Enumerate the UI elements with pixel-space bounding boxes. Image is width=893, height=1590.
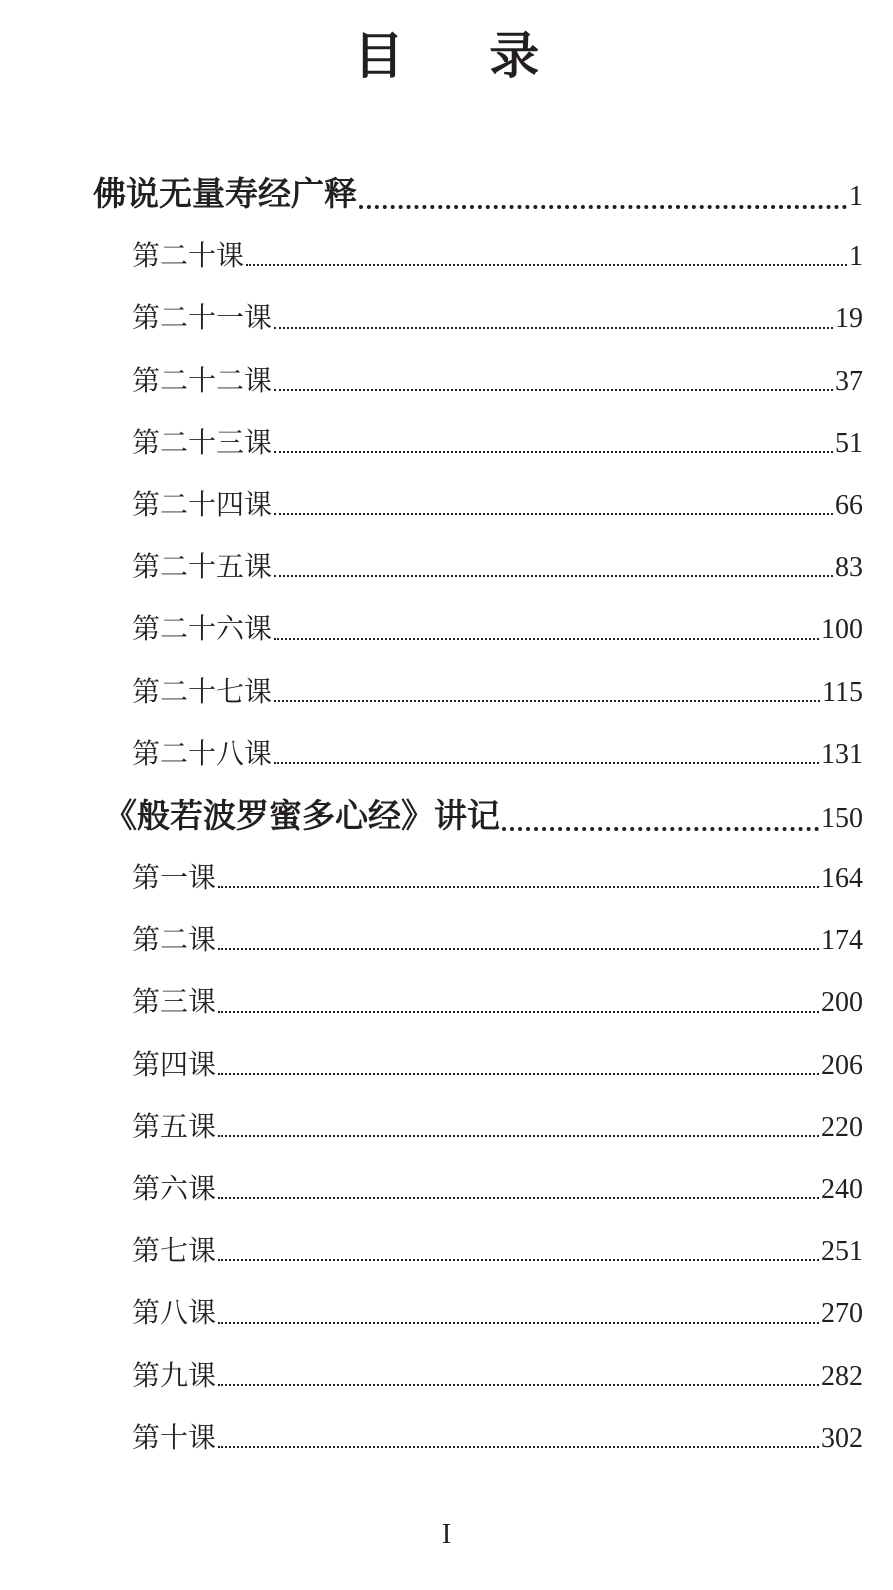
toc-page-number: 251 [821, 1236, 863, 1268]
dot-leader [218, 1345, 819, 1407]
dot-leader [274, 287, 833, 349]
dot-leader [218, 1407, 819, 1469]
toc-lesson-row[interactable] [0, 350, 893, 412]
toc-lesson-title: 第五课 [132, 1109, 217, 1143]
toc-page-number: 1 [849, 181, 863, 212]
toc-lesson-row[interactable] [0, 971, 893, 1033]
dot-leader [359, 163, 847, 225]
toc-lesson-title: 第一课 [132, 861, 217, 895]
toc-lesson-row[interactable] [0, 661, 893, 723]
toc-lesson-row[interactable] [0, 1220, 893, 1282]
toc-lesson-row[interactable] [0, 1096, 893, 1158]
toc-lesson-title: 第四课 [132, 1047, 217, 1081]
toc-page-number: 131 [821, 738, 863, 770]
dot-leader [218, 1282, 819, 1344]
toc-page-number: 200 [821, 987, 863, 1019]
toc-lesson-row[interactable] [0, 287, 893, 349]
toc-lesson-title: 第二十一课 [132, 301, 273, 335]
toc-page-number: 164 [821, 863, 863, 895]
toc-section-title: 《般若波罗蜜多心经》讲记 [104, 795, 500, 835]
toc-page-number: 83 [835, 552, 863, 584]
toc-lesson-row[interactable] [0, 598, 893, 660]
toc-lesson-title: 第二十四课 [132, 487, 273, 521]
toc-section-row[interactable] [0, 163, 893, 225]
dot-leader [274, 661, 820, 723]
toc-lesson-title: 第二十三课 [132, 425, 273, 459]
dot-leader [246, 225, 847, 287]
toc-page-number: 19 [835, 303, 863, 335]
toc-lesson-row[interactable] [0, 1407, 893, 1469]
dot-leader [502, 785, 819, 847]
toc-page-number: 240 [821, 1174, 863, 1205]
toc-lesson-title: 第二十八课 [132, 736, 273, 770]
page-title: 目 录 [353, 27, 574, 85]
toc-lesson-title: 第十课 [132, 1420, 217, 1454]
dot-leader [274, 536, 833, 598]
toc-page-number: 1 [849, 241, 863, 273]
toc-lesson-row[interactable] [0, 474, 893, 536]
toc-page-number: 270 [821, 1298, 863, 1330]
page-number: I [441, 1519, 452, 1550]
toc-lesson-title: 第六课 [132, 1172, 217, 1205]
dot-leader [274, 474, 833, 536]
toc-page-number: 206 [821, 1049, 863, 1081]
toc-lesson-title: 第二十课 [132, 239, 245, 273]
dot-leader [218, 1096, 819, 1158]
toc-lesson-row[interactable] [0, 1034, 893, 1096]
toc-lesson-title: 第三课 [132, 985, 217, 1019]
dot-leader [218, 909, 819, 971]
toc-page-number: 66 [835, 489, 863, 521]
toc-page-number: 115 [822, 676, 863, 708]
dot-leader [218, 1034, 819, 1096]
toc-page-number: 37 [835, 365, 863, 397]
toc-page-number: 150 [821, 802, 863, 834]
toc-lesson-title: 第七课 [132, 1234, 217, 1268]
toc-page-number: 174 [821, 925, 863, 957]
toc-page-number: 100 [821, 614, 863, 646]
toc-lesson-title: 第九课 [132, 1358, 217, 1392]
toc-lesson-title: 第二十二课 [132, 363, 273, 397]
toc-page-number: 282 [821, 1360, 863, 1392]
table-of-contents [0, 163, 893, 1469]
dot-leader [218, 971, 819, 1033]
toc-page-number: 220 [821, 1111, 863, 1143]
toc-lesson-row[interactable] [0, 847, 893, 909]
toc-lesson-title: 第二十五课 [132, 550, 273, 584]
toc-lesson-row[interactable] [0, 1158, 893, 1220]
toc-lesson-title: 第八课 [132, 1296, 217, 1330]
dot-leader [274, 598, 819, 660]
toc-page-number: 302 [821, 1422, 863, 1454]
toc-lesson-row[interactable] [0, 1345, 893, 1407]
dot-leader [218, 847, 819, 909]
toc-lesson-row[interactable] [0, 1282, 893, 1344]
toc-lesson-title: 第二十七课 [132, 674, 273, 708]
toc-page-number: 51 [835, 427, 863, 459]
toc-lesson-row[interactable] [0, 723, 893, 785]
toc-lesson-row[interactable] [0, 225, 893, 287]
toc-lesson-title: 第二十六课 [132, 612, 273, 646]
toc-lesson-row[interactable] [0, 909, 893, 971]
toc-section-title: 佛说无量寿经广释 [93, 174, 357, 213]
toc-lesson-row[interactable] [0, 412, 893, 474]
dot-leader [274, 350, 833, 412]
dot-leader [274, 412, 833, 474]
dot-leader [218, 1158, 819, 1220]
toc-lesson-row[interactable] [0, 536, 893, 598]
dot-leader [218, 1220, 819, 1282]
toc-lesson-title: 第二课 [132, 923, 217, 957]
toc-section-row[interactable] [0, 785, 893, 847]
dot-leader [274, 723, 819, 785]
